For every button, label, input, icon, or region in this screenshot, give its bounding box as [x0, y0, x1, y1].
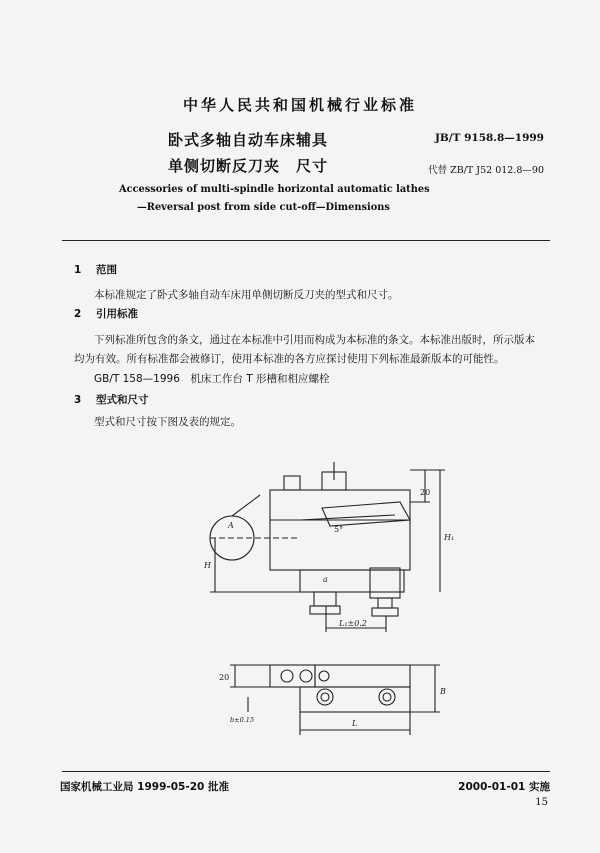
label-H: H: [204, 561, 211, 570]
tool-slot: [322, 502, 410, 526]
title-english-line2: —Reversal post from side cut-off—Dimensions: [137, 202, 390, 213]
base-block: [300, 570, 404, 592]
label-L: L: [352, 719, 358, 728]
section-title: 范围: [96, 264, 117, 276]
label-angle: 5°: [334, 525, 344, 534]
section-title: 引用标准: [96, 308, 138, 320]
plan-hole-4: [317, 689, 333, 705]
section-number: 3: [74, 394, 82, 406]
effective-date: 2000-01-01 实施: [458, 781, 550, 793]
plan-hole-4-inner: [321, 693, 329, 701]
t-bolt-left: [314, 592, 336, 606]
section-2-body-line2: 均为有效。所有标准都会被修订，使用本标准的各方应探讨使用下列标准最新版本的可能性。: [74, 353, 505, 365]
tool-centerline: [300, 515, 395, 520]
plan-hole-5-inner: [383, 693, 391, 701]
label-a: a: [323, 575, 328, 584]
title-chinese-line1: 卧式多轴自动车床辅具: [168, 131, 329, 149]
standard-category-title: 中华人民共和国机械行业标准: [182, 96, 417, 114]
section-3-body: 型式和尺寸按下图及表的规定。: [94, 416, 241, 428]
label-20-plan: 20: [219, 673, 230, 682]
plan-hole-3: [319, 671, 329, 681]
section-2-body-line1: 下列标准所包含的条文，通过在本标准中引用而构成为本标准的条文。本标准出版时，所示版本: [94, 334, 535, 346]
label-L1: L₁±0.2: [339, 619, 367, 628]
leader-line: [232, 495, 260, 516]
plan-body: [300, 687, 410, 712]
plan-hole-1: [281, 670, 293, 682]
label-20-top: 20: [420, 488, 431, 497]
t-bolt-right: [378, 598, 392, 608]
section-2-reference: GB/T 158—1996 机床工作台 T 形槽和相应螺栓: [94, 373, 330, 385]
screw-head-left: [284, 476, 300, 490]
page-number: 15: [535, 797, 548, 808]
standard-number: JB/T 9158.8—1999: [434, 132, 544, 144]
tslot-section: [370, 568, 400, 598]
label-b-tol: b±0.15: [230, 716, 255, 724]
title-chinese-line2: 单侧切断反刀夹 尺寸: [168, 157, 329, 175]
section-title: 型式和尺寸: [96, 394, 149, 406]
t-bolt-right-head: [372, 608, 398, 616]
t-bolt-left-head: [310, 606, 340, 614]
section-number: 1: [74, 264, 82, 276]
section-number: 2: [74, 308, 82, 320]
plan-hole-2: [300, 670, 312, 682]
label-section-mark: A: [228, 521, 234, 530]
label-B: B: [440, 687, 446, 696]
section-1-body: 本标准规定了卧式多轴自动车床用单侧切断反刀夹的型式和尺寸。: [94, 289, 399, 301]
label-H1: H₁: [444, 533, 455, 542]
plan-hole-5: [379, 689, 395, 705]
footer-rule: [62, 771, 550, 772]
replaces-standard: 代替 ZB/T J52 012.8—90: [428, 165, 544, 176]
approval-date: 国家机械工业局 1999-05-20 批准: [60, 781, 229, 793]
title-english-line1: Accessories of multi-spindle horizontal automatic lathes: [119, 184, 430, 195]
